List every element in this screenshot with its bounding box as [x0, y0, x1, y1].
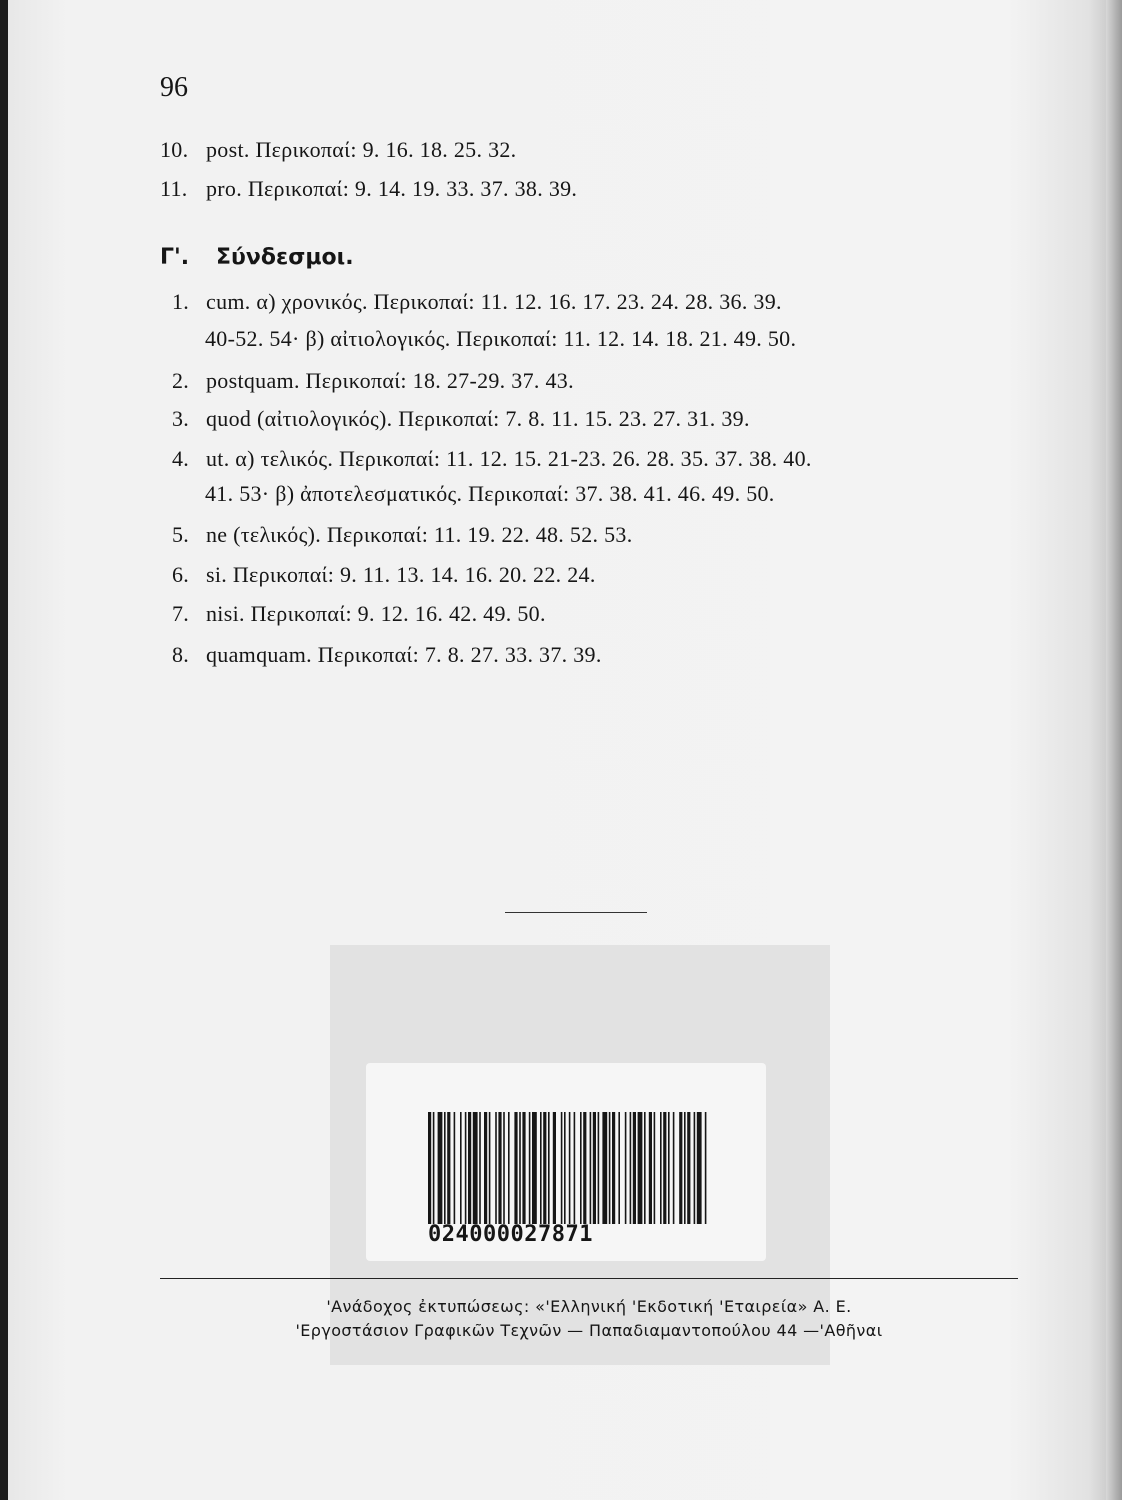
- item-number: 3.: [172, 406, 190, 431]
- barcode-bar: [638, 1112, 643, 1224]
- colophon-line-1: 'Ανάδοχος ἐκτυπώσεως: «'Ελληνική 'Εκδοτική 'Εταιρεία» Α. Ε.: [326, 1297, 852, 1316]
- list-item: [160, 137, 516, 163]
- section-letter: Γ'.: [160, 245, 190, 270]
- barcode-bar: [593, 1112, 596, 1224]
- item-number: 4.: [172, 446, 190, 471]
- barcode-bar: [548, 1112, 550, 1224]
- scan-edge-right: [1106, 0, 1122, 1500]
- barcode-bar: [687, 1112, 690, 1224]
- list-item: [172, 406, 750, 432]
- item-number: 7.: [172, 601, 190, 626]
- barcode-bars: [428, 1112, 708, 1224]
- item-number: 1.: [172, 289, 190, 314]
- barcode-bar: [433, 1112, 435, 1224]
- barcode-bar: [668, 1112, 670, 1224]
- barcode-bar: [553, 1112, 556, 1224]
- barcode-bar: [519, 1112, 521, 1224]
- barcode-bar: [580, 1112, 582, 1224]
- scan-edge-left: [0, 0, 8, 1500]
- barcode-bar: [529, 1112, 531, 1224]
- section-heading: [160, 245, 354, 270]
- barcode-bar: [489, 1112, 491, 1224]
- list-item-continuation: 41. 53· β) ἀποτελεσματικός. Περικοπαί: 37. 38. 41. 46. 49. 50.: [205, 481, 775, 506]
- barcode-bar: [561, 1112, 563, 1224]
- barcode-bar: [583, 1112, 586, 1224]
- item-text: quod (αἰτιολογικός). Περικοπαί: 7. 8. 11. 15. 23. 27. 31. 39.: [206, 406, 750, 431]
- barcode-bar: [625, 1112, 627, 1224]
- barcode-bar: [508, 1112, 510, 1224]
- list-item: [172, 642, 602, 668]
- colophon-line-2: 'Εργοστάσιον Γραφικῶν Τεχνῶν — Παπαδιαμαντοπούλου 44 —'Αθῆναι: [295, 1321, 883, 1340]
- list-item: [172, 562, 596, 588]
- item-number: 8.: [172, 642, 190, 667]
- list-item: [172, 289, 782, 315]
- barcode-bar: [633, 1112, 636, 1224]
- barcode-bar: [705, 1112, 707, 1224]
- barcode-bar: [609, 1112, 611, 1224]
- barcode-bar: [438, 1112, 443, 1224]
- barcode-bar: [465, 1112, 467, 1224]
- item-text: quamquam. Περικοπαί: 7. 8. 27. 33. 37. 39.: [206, 642, 602, 667]
- barcode-bar: [590, 1112, 592, 1224]
- barcode-bar: [540, 1112, 542, 1224]
- barcode-bar: [694, 1112, 696, 1224]
- barcode-bar: [644, 1112, 646, 1224]
- barcode-bar: [660, 1112, 662, 1224]
- item-text: post. Περικοπαί: 9. 16. 18. 25. 32.: [206, 137, 517, 162]
- item-text: ut. α) τελικός. Περικοπαί: 11. 12. 15. 21-23. 26. 28. 35. 37. 38. 40.: [206, 446, 812, 471]
- barcode-bar: [602, 1112, 607, 1224]
- barcode-number: 024000027871: [428, 1222, 593, 1247]
- barcode-bar: [444, 1112, 446, 1224]
- item-text: si. Περικοπαί: 9. 11. 13. 14. 16. 20. 22. 24.: [206, 562, 596, 587]
- barcode-bar: [574, 1112, 576, 1224]
- barcode-bar: [514, 1112, 517, 1224]
- barcode-bar: [630, 1112, 632, 1224]
- barcode-bar: [468, 1112, 471, 1224]
- barcode-bar: [618, 1112, 620, 1224]
- footer-rule: [160, 1278, 1018, 1279]
- item-number: 10.: [160, 137, 189, 162]
- barcode-bar: [543, 1112, 546, 1224]
- barcode-bar: [460, 1112, 462, 1224]
- list-item: [172, 446, 812, 472]
- barcode-bar: [454, 1112, 456, 1224]
- barcode-bar: [484, 1112, 487, 1224]
- barcode-bar: [679, 1112, 682, 1224]
- item-number: 6.: [172, 562, 190, 587]
- barcode-bar: [522, 1112, 525, 1224]
- barcode-bar: [495, 1112, 497, 1224]
- barcode-bar: [598, 1112, 600, 1224]
- item-text: pro. Περικοπαί: 9. 14. 19. 33. 37. 38. 39.: [206, 176, 578, 201]
- item-number: 5.: [172, 522, 190, 547]
- barcode-bar: [697, 1112, 702, 1224]
- barcode-bar: [569, 1112, 571, 1224]
- list-item: [172, 368, 574, 394]
- barcode-bar: [564, 1112, 566, 1224]
- barcode-bar: [673, 1112, 675, 1224]
- item-text: postquam. Περικοπαί: 18. 27-29. 37. 43.: [206, 368, 574, 393]
- list-item: [172, 522, 633, 548]
- barcode-bar: [428, 1112, 431, 1224]
- item-text: cum. α) χρονικός. Περικοπαί: 11. 12. 16. 17. 23. 24. 28. 36. 39.: [206, 289, 782, 314]
- item-number: 11.: [160, 176, 188, 201]
- barcode-bar: [498, 1112, 501, 1224]
- barcode-bar: [654, 1112, 656, 1224]
- section-title: Σύνδεσμοι.: [216, 245, 354, 270]
- barcode-bar: [684, 1112, 686, 1224]
- item-text: nisi. Περικοπαί: 9. 12. 16. 42. 49. 50.: [206, 601, 546, 626]
- barcode-bar: [649, 1112, 652, 1224]
- list-item: [172, 601, 546, 627]
- section-end-rule: [505, 912, 647, 913]
- page-number: 96: [160, 72, 188, 103]
- list-item: [160, 176, 577, 202]
- barcode-bar: [503, 1112, 505, 1224]
- barcode-bar: [473, 1112, 478, 1224]
- item-text: ne (τελικός). Περικοπαί: 11. 19. 22. 48. 52. 53.: [206, 522, 633, 547]
- barcode-bar: [532, 1112, 537, 1224]
- barcode-bar: [612, 1112, 615, 1224]
- item-number: 2.: [172, 368, 190, 393]
- list-item-continuation: 40-52. 54· β) αἰτιολογικός. Περικοπαί: 11. 12. 14. 18. 21. 49. 50.: [205, 326, 797, 351]
- barcode-bar: [663, 1112, 666, 1224]
- barcode-bar: [479, 1112, 481, 1224]
- barcode-bar: [447, 1112, 450, 1224]
